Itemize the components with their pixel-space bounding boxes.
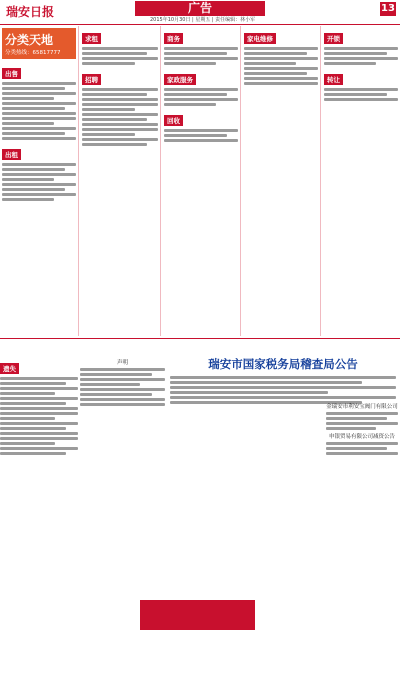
section-label: 商务 [164,33,183,44]
section-label: 开锁 [324,33,343,44]
section-label: 遗失 [0,363,19,374]
section-housekeeping [164,67,238,106]
classified-hotline: 分类热线：65817777 [5,50,61,56]
red-ad-block [140,600,255,630]
declarations [80,356,165,631]
section-label: 回收 [164,115,183,126]
section-unlock [324,26,398,65]
classified-hero [2,28,76,59]
section-label: 家政服务 [164,74,196,85]
section-banner: 广告 [135,1,265,16]
section-recycle [164,108,238,142]
section-label: 家电维修 [244,33,276,44]
company-name: 申银贸易有限公司减资公告 [328,434,395,440]
classified-column-5 [322,26,400,336]
section-appliance-repair [244,26,318,85]
tax-notice-title: 瑞安市国家税务局稽查局公告 [208,357,358,371]
section-transfer [324,67,398,101]
section-sale [2,61,76,140]
section-hire [82,67,158,146]
date-line: 2015年10月30日 | 星期五 | 责任编辑：林小军 [150,17,256,23]
section-business [164,26,238,65]
section-label: 转让 [324,74,343,85]
classified-column-1 [0,26,79,336]
tax-notice [170,356,396,406]
declaration-title: 声明 [116,360,128,366]
classified-column-4 [242,26,321,336]
section-label: 出售 [2,68,21,79]
section-label: 出租 [2,149,21,160]
lost-notices [0,356,78,631]
section-label: 求租 [82,33,101,44]
classified-title: 分类天地 [5,33,54,47]
classified-column-2 [80,26,161,336]
company-name: 金瑞安市利安宝阀门有限公司 [326,404,398,410]
section-divider [0,338,400,339]
section-rent [2,142,76,201]
page-number: 13 [381,3,395,14]
section-label: 招聘 [82,74,101,85]
classified-column-3 [162,26,241,336]
page-header [0,0,400,25]
section-seek-rent [82,26,158,65]
newspaper-logo: 瑞安日报 [6,5,55,19]
